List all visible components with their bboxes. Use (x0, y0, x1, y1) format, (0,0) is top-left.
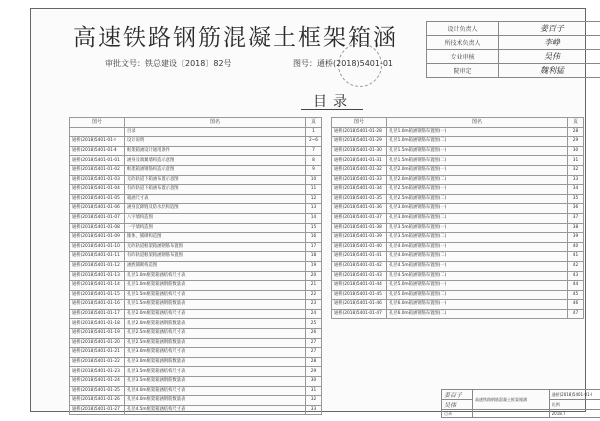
toc-page: 36 (568, 204, 584, 214)
toc-page: 28 (568, 127, 584, 137)
toc-page: 30 (306, 377, 322, 387)
toc-name: 框架箱涵钢筋构造示意图 (125, 165, 306, 175)
ratio-label: 比例 (549, 400, 600, 410)
toc-row (70, 127, 322, 137)
col-header-code: 图号 (332, 118, 387, 128)
toc-name: 孔径4.5m箱涵钢筋布置图(二) (387, 271, 568, 281)
toc-code: 通桥(2018)5401-01-22 (70, 357, 125, 367)
toc-code: 通桥(2018)5401-01-33 (332, 175, 387, 185)
toc-name: 涵身及端翼墙构造示意图 (125, 156, 306, 166)
toc-page: 22 (306, 290, 322, 300)
toc-page: 19 (306, 261, 322, 271)
toc-page: 37 (568, 213, 584, 223)
toc-row (332, 146, 584, 156)
toc-row (70, 271, 322, 281)
toc-page: 12 (306, 194, 322, 204)
toc-page: 21 (306, 281, 322, 291)
signoff-row (427, 36, 600, 50)
toc-row (70, 377, 322, 387)
toc-code: 通桥(2018)5401-01-30 (332, 146, 387, 156)
toc-page: 7 (306, 146, 322, 156)
toc-name: 涵底铺砌构造图 (125, 261, 306, 271)
toc-header-row (332, 118, 584, 128)
designer-signature: 姜百子 (442, 390, 473, 400)
toc-row (70, 242, 322, 252)
toc-name: 孔径3.0m箱涵钢筋布置图(一) (387, 204, 568, 214)
col-header-name: 图名 (125, 118, 306, 128)
toc-row (70, 290, 322, 300)
toc-title: 目录 (313, 94, 353, 110)
toc-row (332, 175, 584, 185)
toc-page: 47 (568, 309, 584, 319)
toc-row (332, 165, 584, 175)
col-header-page: 页 (306, 118, 322, 128)
toc-name: 孔径6.0m箱涵钢筋布置图(一) (387, 300, 568, 310)
toc-page: 2~6 (306, 137, 322, 147)
toc-code: 通桥(2018)5401-01-17 (70, 309, 125, 319)
toc-name: 孔径2.0m箱涵钢筋布置图(一) (387, 165, 568, 175)
toc-table-right (331, 117, 584, 319)
toc-row (70, 223, 322, 233)
toc-name: 孔径1.0m框架箱涵结构尺寸表 (125, 271, 306, 281)
toc-code: 通桥(2018)5401-01-07 (70, 213, 125, 223)
toc-code: 通桥(2018)5401-01-15 (70, 290, 125, 300)
toc-code: 通桥(2018)5401-01-34 (332, 185, 387, 195)
toc-row (332, 233, 584, 243)
toc-code: 通桥(2018)5401-01-03 (70, 175, 125, 185)
toc-name: 孔径4.0m箱涵钢筋布置图(一) (387, 242, 568, 252)
toc-page: 18 (306, 252, 322, 262)
signoff-row (427, 64, 600, 78)
toc-code: 通桥(2018)5401-01-09 (70, 233, 125, 243)
toc-name: 有砟轨道下箱涵布置示意图 (125, 185, 306, 195)
toc-page: 1 (306, 127, 322, 137)
toc-page: 27 (306, 338, 322, 348)
toc-code: 通桥(2018)5401-01-42 (332, 261, 387, 271)
toc-name: 无砟轨道下箱涵布置示意图 (125, 175, 306, 185)
toc-row (70, 233, 322, 243)
toc-code: 通桥(2018)5401-01-46 (332, 300, 387, 310)
toc-code: 通桥(2018)5401-01-02 (70, 165, 125, 175)
toc-name: 设计说明 (125, 137, 306, 147)
toc-row (70, 367, 322, 377)
toc-page: 13 (306, 204, 322, 214)
date: 2018.7 (549, 410, 600, 418)
toc-page: 23 (306, 300, 322, 310)
toc-code: 通桥(2018)5401-01-Ⅱ (70, 146, 125, 156)
toc-page: 41 (568, 252, 584, 262)
toc-page: 17 (306, 242, 322, 252)
toc-row (332, 137, 584, 147)
toc-name: 一字墙构造图 (125, 223, 306, 233)
signoff-role: 设计负责人 (427, 22, 499, 36)
toc-row (332, 156, 584, 166)
toc-page: 44 (568, 281, 584, 291)
toc-page: 11 (306, 185, 322, 195)
toc-page: 8 (306, 156, 322, 166)
toc-code: 通桥(2018)5401-01-12 (70, 261, 125, 271)
toc-name: 锥体、铺砌构造图 (125, 233, 306, 243)
toc-name: 孔径4.0m框架箱涵结构尺寸表 (125, 386, 306, 396)
toc-code: 通桥(2018)5401-01-23 (70, 367, 125, 377)
toc-name: 孔径2.5m框架箱涵结构尺寸表 (125, 329, 306, 339)
toc-page: 46 (568, 300, 584, 310)
toc-code: 通桥(2018)5401-01-40 (332, 242, 387, 252)
toc-page: 20 (306, 271, 322, 281)
toc-row (70, 348, 322, 358)
toc-code: 通桥(2018)5401-01-06 (70, 204, 125, 214)
toc-page: 10 (306, 175, 322, 185)
toc-code: 通桥(2018)5401-01-37 (332, 213, 387, 223)
toc-row (70, 175, 322, 185)
signoff-role: 院审定 (427, 64, 499, 78)
toc-code: 通桥(2018)5401-01-28 (332, 127, 387, 137)
toc-page: 28 (306, 357, 322, 367)
toc-name: 孔径4.0m箱涵钢筋布置图(二) (387, 252, 568, 262)
toc-name: 孔径5.0m箱涵钢筋布置图(二) (387, 290, 568, 300)
toc-title-underline (301, 109, 363, 110)
toc-row (332, 127, 584, 137)
col-header-code: 图号 (70, 118, 125, 128)
toc-name: 孔径3.5m箱涵钢筋布置图(一) (387, 223, 568, 233)
toc-name: 孔径6.0m箱涵钢筋布置图(二) (387, 309, 568, 319)
toc-row (70, 300, 322, 310)
toc-code: 通桥(2018)5401-01-16 (70, 300, 125, 310)
toc-row (70, 252, 322, 262)
toc-code: 通桥(2018)5401-01-25 (70, 386, 125, 396)
toc-page: 29 (568, 137, 584, 147)
toc-row (70, 309, 322, 319)
toc-name: 孔径1.0m框架箱涵钢筋数量表 (125, 281, 306, 291)
toc-name: 孔径5.0m箱涵钢筋布置图(一) (387, 281, 568, 291)
toc-row (70, 261, 322, 271)
signature: 魏利猛 (499, 64, 600, 78)
toc-row (332, 213, 584, 223)
toc-page: 35 (568, 194, 584, 204)
toc-name: 孔径2.5m箱涵钢筋布置图(一) (387, 185, 568, 195)
title-block-drawing-no: 通桥(2018)5401-01-Ⅰ (549, 390, 600, 400)
toc-name: 孔径3.0m框架箱涵结构尺寸表 (125, 348, 306, 358)
toc-header-row (70, 118, 322, 128)
toc-name: 孔径3.5m框架箱涵钢筋数量表 (125, 377, 306, 387)
toc-row (332, 309, 584, 319)
toc-row (332, 252, 584, 262)
toc-name: 孔径1.0m箱涵钢筋布置图(二) (387, 137, 568, 147)
toc-code (70, 127, 125, 137)
toc-name: 箱涵尺寸表 (125, 194, 306, 204)
toc-name: 孔径2.0m箱涵钢筋布置图(二) (387, 175, 568, 185)
toc-page: 34 (568, 185, 584, 195)
sheet-name: 高速铁路钢筋混凝土框架箱涵 (472, 390, 549, 410)
toc-name: 涵身沉降缝及防水层构造图 (125, 204, 306, 214)
toc-name: 孔径4.0m框架箱涵钢筋数量表 (125, 396, 306, 406)
title-block (441, 389, 600, 418)
toc-name: 孔径2.0m框架箱涵结构尺寸表 (125, 309, 306, 319)
signoff-row (427, 50, 600, 64)
toc-page: 29 (306, 367, 322, 377)
toc-name: 孔径3.5m箱涵钢筋布置图(二) (387, 233, 568, 243)
toc-name: 八字墙构造图 (125, 213, 306, 223)
toc-name: 孔径3.0m框架箱涵钢筋数量表 (125, 357, 306, 367)
toc-row (70, 185, 322, 195)
toc-code: 通桥(2018)5401-01-01 (70, 156, 125, 166)
toc-code: 通桥(2018)5401-01-21 (70, 348, 125, 358)
toc-code: 通桥(2018)5401-01-10 (70, 242, 125, 252)
toc-page: 27 (306, 348, 322, 358)
toc-code: 通桥(2018)5401-01-36 (332, 204, 387, 214)
toc-page: 31 (306, 386, 322, 396)
toc-name: 孔径2.0m框架箱涵钢筋数量表 (125, 319, 306, 329)
toc-code: 通桥(2018)5401-01-39 (332, 233, 387, 243)
toc-name: 孔径1.5m箱涵钢筋布置图(二) (387, 156, 568, 166)
toc-row (70, 213, 322, 223)
toc-row (332, 223, 584, 233)
toc-row (70, 319, 322, 329)
toc-row (332, 204, 584, 214)
toc-page: 14 (306, 213, 322, 223)
toc-page: 33 (568, 175, 584, 185)
toc-code: 通桥(2018)5401-01-26 (70, 396, 125, 406)
toc-code: 通桥(2018)5401-01-35 (332, 194, 387, 204)
toc-row (332, 261, 584, 271)
toc-name: 孔径1.5m箱涵钢筋布置图(一) (387, 146, 568, 156)
drawing-number: 图号：通桥(2018)5401-01 (293, 59, 394, 68)
toc-code: 通桥(2018)5401-01-32 (332, 165, 387, 175)
toc-row (70, 405, 322, 415)
toc-code: 通桥(2018)5401-01-31 (332, 156, 387, 166)
toc-code: 通桥(2018)5401-01-Ⅰ (70, 137, 125, 147)
toc-row (70, 396, 322, 406)
toc-page: 26 (306, 329, 322, 339)
signature: 姜百子 (499, 22, 600, 36)
toc-page: 43 (568, 271, 584, 281)
toc-name: 孔径3.5m框架箱涵结构尺寸表 (125, 367, 306, 377)
col-header-page: 页 (568, 118, 584, 128)
toc-page: 32 (568, 165, 584, 175)
toc-code: 通桥(2018)5401-01-44 (332, 281, 387, 291)
signoff-table (426, 21, 600, 78)
toc-row (70, 204, 322, 214)
toc-code: 通桥(2018)5401-01-38 (332, 223, 387, 233)
toc-code: 通桥(2018)5401-01-27 (70, 405, 125, 415)
toc-code: 通桥(2018)5401-01-11 (70, 252, 125, 262)
toc-code: 通桥(2018)5401-01-13 (70, 271, 125, 281)
toc-page: 31 (568, 156, 584, 166)
sheet-title-label: 目录 (442, 410, 473, 418)
toc-row (332, 300, 584, 310)
toc-page: 38 (568, 223, 584, 233)
toc-row (332, 290, 584, 300)
toc-page: 25 (306, 319, 322, 329)
toc-row (70, 137, 322, 147)
toc-code: 通桥(2018)5401-01-04 (70, 185, 125, 195)
col-header-name: 图名 (387, 118, 568, 128)
toc-page: 39 (568, 233, 584, 243)
approval-text: 审批文号：铁总建设〔2018〕82号 (105, 59, 232, 68)
toc-name: 孔径1.0m箱涵钢筋布置图(一) (387, 127, 568, 137)
toc-page: 32 (306, 396, 322, 406)
toc-name: 孔径4.5m框架箱涵结构尺寸表 (125, 405, 306, 415)
signoff-row (427, 22, 600, 36)
toc-code: 通桥(2018)5401-01-24 (70, 377, 125, 387)
toc-code: 通桥(2018)5401-01-20 (70, 338, 125, 348)
toc-name: 有砟轨道框架箱涵钢筋布置图 (125, 252, 306, 262)
toc-row (70, 194, 322, 204)
toc-code: 通桥(2018)5401-01-45 (332, 290, 387, 300)
toc-name: 孔径1.5m框架箱涵钢筋数量表 (125, 300, 306, 310)
toc-row (332, 185, 584, 195)
toc-code: 通桥(2018)5401-01-41 (332, 252, 387, 262)
toc-name: 无砟轨道框架箱涵钢筋布置图 (125, 242, 306, 252)
checker-signature: 吴伟 (442, 400, 473, 410)
toc-page: 42 (568, 261, 584, 271)
toc-code: 通桥(2018)5401-01-14 (70, 281, 125, 291)
toc-row (332, 242, 584, 252)
toc-row (332, 281, 584, 291)
signature: 李峥 (499, 36, 600, 50)
drawing-sheet (30, 8, 593, 416)
toc-name: 孔径2.5m框架箱涵钢筋数量表 (125, 338, 306, 348)
toc-name: 目录 (125, 127, 306, 137)
toc-name: 孔径3.0m箱涵钢筋布置图(二) (387, 213, 568, 223)
toc-row (70, 156, 322, 166)
signoff-role: 专业审核 (427, 50, 499, 64)
toc-name: 孔径1.5m框架箱涵结构尺寸表 (125, 290, 306, 300)
toc-code: 通桥(2018)5401-01-43 (332, 271, 387, 281)
toc-row (70, 386, 322, 396)
toc-page: 16 (306, 233, 322, 243)
toc-page: 24 (306, 309, 322, 319)
toc-name: 框架箱涵设计通用条件 (125, 146, 306, 156)
main-title: 高速铁路钢筋混凝土框架箱涵 (73, 25, 398, 51)
signoff-role: 所技术负责人 (427, 36, 499, 50)
signature: 吴伟 (499, 50, 600, 64)
toc-code: 通桥(2018)5401-01-47 (332, 309, 387, 319)
toc-page: 33 (306, 405, 322, 415)
toc-row (70, 357, 322, 367)
toc-table-left (69, 117, 322, 415)
toc-row (70, 281, 322, 291)
toc-page: 9 (306, 165, 322, 175)
toc-code: 通桥(2018)5401-01-05 (70, 194, 125, 204)
toc-row (70, 329, 322, 339)
toc-page: 40 (568, 242, 584, 252)
toc-page: 30 (568, 146, 584, 156)
toc-row (332, 194, 584, 204)
toc-code: 通桥(2018)5401-01-29 (332, 137, 387, 147)
toc-code: 通桥(2018)5401-01-19 (70, 329, 125, 339)
toc-name: 孔径2.5m箱涵钢筋布置图(二) (387, 194, 568, 204)
toc-row (70, 165, 322, 175)
toc-code: 通桥(2018)5401-01-08 (70, 223, 125, 233)
toc-page: 15 (306, 223, 322, 233)
toc-row (70, 338, 322, 348)
toc-name: 孔径4.5m箱涵钢筋布置图(一) (387, 261, 568, 271)
toc-page: 45 (568, 290, 584, 300)
toc-row (332, 271, 584, 281)
toc-row (70, 146, 322, 156)
toc-code: 通桥(2018)5401-01-18 (70, 319, 125, 329)
